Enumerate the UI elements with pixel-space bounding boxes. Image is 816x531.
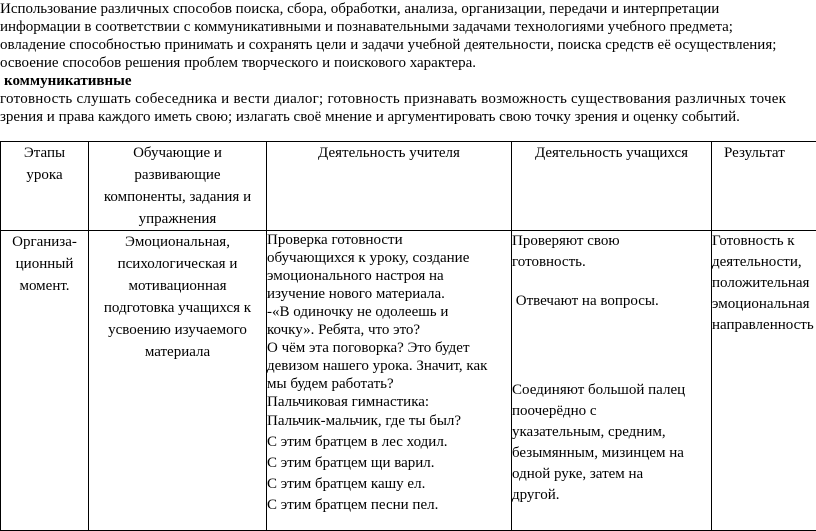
intro-text xyxy=(0,0,816,126)
intro-paragraph-line: готовность слушать собеседника и вести диалог; готовность признавать возможность существования различных точек xyxy=(0,90,816,108)
table-header-row xyxy=(1,142,816,231)
header-result: Результат xyxy=(712,142,816,231)
components-cell: Эмоциональная, психологическая и мотивационная подготовка учащихся к усвоению изучаемого материала xyxy=(89,231,267,531)
intro-line: освоение способов решения проблем творческого и поискового характера. xyxy=(0,54,816,72)
section-heading: коммуникативные xyxy=(0,72,816,90)
header-student-activity: Деятельность учащихся xyxy=(512,142,712,231)
header-teacher-activity: Деятельность учителя xyxy=(267,142,512,231)
teacher-activity-cell: Проверка готовности обучающихся к уроку, создание эмоционального настроя на изучение нового материала. -«В одиночку не одолеешь и кочку». Ребята, что это? О чём эта поговорка? Это будет девизом нашего урока. Значит, как мы будем работать? Пальчиковая гимнастика: Пальчик-мальчик, где ты был? С этим братцем в лес ходил. С этим братцем щи варил. С этим братцем кашу ел. С этим братцем песни пел. xyxy=(267,231,512,531)
intro-paragraph-line: зрения и права каждого иметь свою; излагать своё мнение и аргументировать свою точку зрения и оценку событий. xyxy=(0,108,816,126)
lesson-table xyxy=(0,141,816,531)
header-stages: Этапы урока xyxy=(1,142,89,231)
stage-cell: Организа- ционный момент. xyxy=(1,231,89,531)
intro-line: информации в соответствии с коммуникативными и познавательными задачами технологиями учебного предмета; xyxy=(0,18,816,36)
table-row xyxy=(1,231,816,531)
student-activity-cell: Проверяют свою готовность. Отвечают на вопросы. Соединяют большой палец поочерёдно с указательным, средним, безымянным, мизинцем на одной руке, затем на другой. xyxy=(512,231,712,531)
intro-line: овладение способностью принимать и сохранять цели и задачи учебной деятельности, поиска средств её осуществления; xyxy=(0,36,816,54)
header-components: Обучающие и развивающие компоненты, задания и упражнения xyxy=(89,142,267,231)
result-cell: Готовность к деятельности, положительная эмоциональная направленность xyxy=(712,231,816,531)
intro-line: Использование различных способов поиска, сбора, обработки, анализа, организации, передачи и интерпретации xyxy=(0,0,816,18)
